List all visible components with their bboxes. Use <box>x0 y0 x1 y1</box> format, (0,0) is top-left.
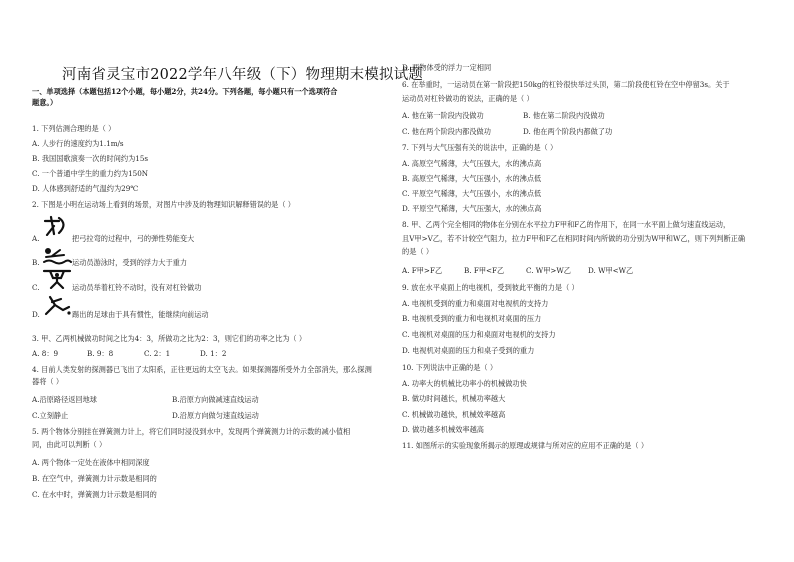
q8-option-b: B. F甲<F乙 <box>464 266 505 275</box>
q2-option-b: 运动员游泳时，受到的浮力大于重力 <box>72 258 188 267</box>
question-8-cont: 且V甲>V乙，若不计较空气阻力，拉力F甲和F乙在相同时间内所做的功分别为W甲和W乙，则下列判断正确 <box>402 234 746 243</box>
q6-option-d: D. 他在两个阶段内都做了功 <box>523 127 613 136</box>
q3-option-d: D. 1：2 <box>200 349 227 358</box>
q7-option-a: A. 高原空气稀薄，大气压强大，水的沸点高 <box>402 159 542 168</box>
weightlifter-glyph-icon <box>42 267 72 289</box>
question-8-cont2: 的是（ ） <box>402 247 434 256</box>
q3-option-a: A. 8：9 <box>32 349 59 358</box>
q9-option-c: C. 电视机对桌面的压力和桌面对电视机的支持力 <box>402 330 556 339</box>
q2-option-d: 踢出的足球由于具有惯性，能继续向前运动 <box>72 310 209 319</box>
question-10: 10. 下列说法中正确的是（ ） <box>402 363 498 372</box>
q7-option-d: D. 平原空气稀薄，大气压强大，水的沸点高 <box>402 204 542 213</box>
question-2: 2. 下图是小明在运动场上看到的场景，对图片中涉及的物理知识解释错误的是（ ） <box>32 200 295 209</box>
q4-option-c: C.立刻静止 <box>32 411 69 420</box>
question-11: 11. 如图所示的实验现象所揭示的原理或规律与所对应的应用不正确的是（ ） <box>402 441 649 450</box>
q9-option-a: A. 电视机受到的重力和桌面对电视机的支持力 <box>402 299 549 308</box>
archer-glyph-icon <box>42 214 72 236</box>
question-8: 8. 甲、乙两个完全相同的物体在分别在水平拉力F甲和F乙的作用下，在同一水平面上做匀速直线运动， <box>402 220 731 229</box>
q6-option-a: A. 他在第一阶段内没做功 <box>402 111 484 120</box>
q7-option-b: B. 高原空气稀薄，大气压强小，水的沸点低 <box>402 174 542 183</box>
q3-option-b: B. 9：8 <box>87 349 114 358</box>
q5-option-d: D. 两物体受的浮力一定相同 <box>402 63 492 72</box>
question-4-cont: 器将（ ） <box>32 377 64 386</box>
question-3: 3. 甲、乙两机械做功时间之比为4：3，所做功之比为2：3，则它们的功率之比为（ ） <box>32 334 307 343</box>
q1-option-d: D. 人体感到舒适的气温约为29℃ <box>32 184 139 193</box>
q5-option-a: A. 两个物体一定处在液体中相同深度 <box>32 458 150 467</box>
q1-option-c: C. 一个普通中学生的重力约为150N <box>32 169 149 178</box>
question-9: 9. 放在水平桌面上的电视机，受到彼此平衡的力是（ ） <box>402 283 579 292</box>
q2-option-c-label: C. <box>32 283 40 292</box>
q2-option-d-label: D. <box>32 310 40 319</box>
q2-option-a: 把弓拉弯的过程中，弓的弹性势能变大 <box>72 234 195 243</box>
q3-option-c: C. 2：1 <box>144 349 171 358</box>
q10-option-d: D. 做功越多机械效率越高 <box>402 425 484 434</box>
q1-option-a: A. 人步行的速度约为1.1m/s <box>32 139 124 148</box>
q5-option-b: B. 在空气中，弹簧测力计示数是相同的 <box>32 474 157 483</box>
section-heading-cont: 题意。） <box>32 98 58 107</box>
q8-option-a: A. F甲>F乙 <box>402 266 443 275</box>
q5-option-c: C. 在水中时，弹簧测力计示数是相同的 <box>32 490 157 499</box>
question-5: 5. 两个物体分别挂在弹簧测力计上，将它们同时浸没到水中，发现两个弹簧测力计的示数的减小值相 <box>32 427 351 436</box>
question-5-cont: 同，由此可以判断（ ） <box>32 440 107 449</box>
q4-option-b: B.沿原方向做减速直线运动 <box>172 395 259 404</box>
q6-option-c: C. 他在两个阶段内都没做功 <box>402 127 491 136</box>
q10-option-b: B. 做功时间越长，机械功率越大 <box>402 394 506 403</box>
footballer-glyph-icon <box>42 294 72 316</box>
q10-option-a: A. 功率大的机械比功率小的机械做功快 <box>402 379 527 388</box>
section-heading: 一、单项选择（本题包括12个小题，每小题2分，共24分。下列各题，每小题只有一个选项符合 <box>32 87 338 96</box>
question-6: 6. 在举重时，一运动员在第一阶段把150kg的杠铃很快举过头顶，第二阶段使杠铃在空中停留3s。关于 <box>402 80 730 89</box>
q4-option-a: A.沿原路径返回地球 <box>32 395 97 404</box>
q2-option-c: 运动员举着杠铃不动时，没有对杠铃做功 <box>72 283 202 292</box>
question-7: 7. 下列与大气压强有关的说法中，正确的是（ ） <box>402 143 558 152</box>
q10-option-c: C. 机械做功越快，机械效率越高 <box>402 410 506 419</box>
q2-option-b-label: B. <box>32 258 40 267</box>
q9-option-d: D. 电视机对桌面的压力和桌子受到的重力 <box>402 346 535 355</box>
q1-option-b: B. 我国国歌演奏一次的时间约为15s <box>32 154 149 163</box>
q6-option-b: B. 他在第二阶段内没做功 <box>523 111 605 120</box>
q8-option-d: D. W甲<W乙 <box>588 266 634 275</box>
q8-option-c: C. W甲>W乙 <box>526 266 571 275</box>
q9-option-b: B. 电视机受到的重力和电视机对桌面的压力 <box>402 314 542 323</box>
q7-option-c: C. 平原空气稀薄，大气压强小，水的沸点低 <box>402 189 542 198</box>
question-1: 1. 下列估测合理的是（ ） <box>32 124 116 133</box>
swimmer-glyph-icon <box>42 245 72 267</box>
q4-option-d: D.沿原方向做匀速直线运动 <box>172 411 259 420</box>
page-title: 河南省灵宝市2022学年八年级（下）物理期末模拟试题 <box>62 67 424 83</box>
question-6-cont: 运动员对杠铃做功的说法，正确的是（ ） <box>402 94 534 103</box>
q2-option-a-label: A. <box>32 234 40 243</box>
question-4: 4. 目前人类发射的探测器已飞出了太阳系，正往更远的太空飞去。如果探测器所受外力全部消失，那么探测 <box>32 365 372 374</box>
